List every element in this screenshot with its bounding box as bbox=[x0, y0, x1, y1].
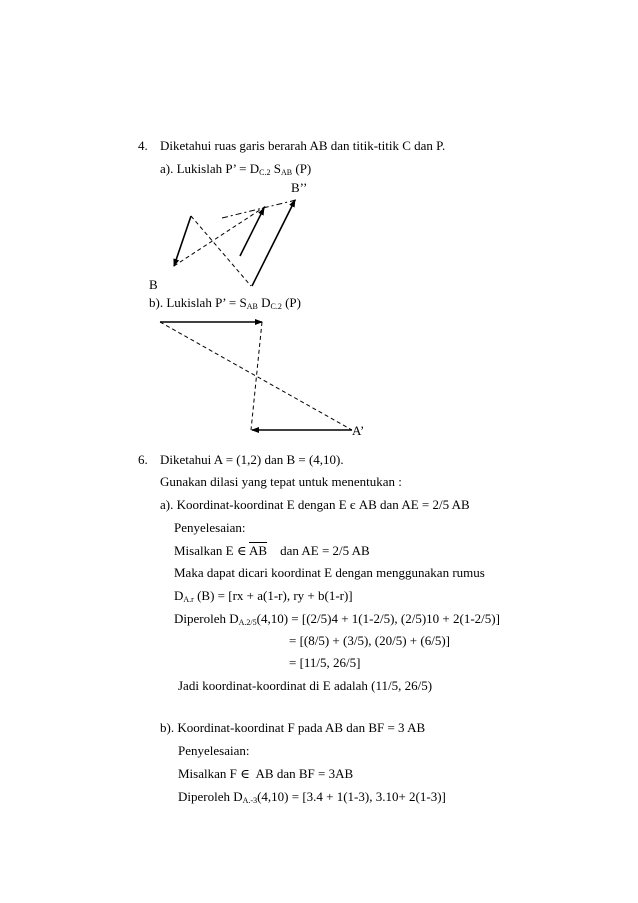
vector-b2 bbox=[252, 200, 295, 286]
q6b-suppose: Misalkan F ∈ AB dan BF = 3AB bbox=[178, 766, 354, 781]
label-a-prime: A’ bbox=[352, 423, 365, 438]
diagram-a bbox=[174, 200, 296, 286]
q6b-solution-label: Penyelesaian: bbox=[178, 743, 250, 758]
q4-number: 4. bbox=[138, 138, 148, 153]
dashed-segment bbox=[174, 206, 266, 266]
q6a-solution-label: Penyelesaian: bbox=[174, 520, 246, 535]
q6b-question: b). Koordinat-koordinat F pada AB dan BF = 3 AB bbox=[160, 720, 426, 735]
dashed-segment bbox=[160, 322, 352, 430]
diagram-b bbox=[160, 322, 352, 430]
q6-statement: Diketahui A = (1,2) dan B = (4,10). bbox=[160, 452, 344, 467]
q6a-obtained: Diperoleh $D_{A.2/5}(4,10) = [(2/5)4 + 1(1-2/5)$, (2/5)10 + 2(1-2/5)] bbox=[174, 611, 500, 627]
q6a-formula: $D_{A.r}$ (B) = [rx + a(1-r), ry + b(1-r)] bbox=[174, 588, 353, 604]
label-b: B bbox=[149, 277, 158, 292]
q6a-step3: = [11/5, 26/5] bbox=[289, 655, 361, 670]
label-b-double-prime: B’’ bbox=[291, 180, 308, 195]
q6b-obtained: Diperoleh $D_{A.-3}(4,10) = [3.4 + 1(1-3)$, 3.10+ 2(1-3)] bbox=[178, 789, 446, 805]
q4-statement: Diketahui ruas garis berarah AB dan titik-titik C dan P. bbox=[160, 138, 446, 153]
vector-ab bbox=[174, 216, 191, 266]
q4-part-a: a). Lukislah P’ = $D_{C.2}$ $S_{AB}$ (P) bbox=[160, 161, 312, 177]
q6-instruction: Gunakan dilasi yang tepat untuk menentukan : bbox=[160, 474, 402, 489]
q6a-conclusion: Jadi koordinat-koordinat di E adalah (11/5, 26/5) bbox=[178, 678, 433, 693]
q6a-formula-intro: Maka dapat dicari koordinat E dengan menggunakan rumus bbox=[174, 565, 485, 580]
q6a-suppose: Misalkan E ∈ $\overline{AB}$ dan AE = 2/5 AB bbox=[174, 543, 370, 558]
q4-part-b: b). Lukislah P’ = $S_{AB}$ $D_{C.2}$ (P) bbox=[149, 295, 301, 311]
q6a-step2: = [(8/5) + (3/5), (20/5) + (6/5)] bbox=[289, 633, 450, 648]
q6a-question: a). Koordinat-koordinat E dengan E є AB dan AE = 2/5 AB bbox=[160, 497, 470, 512]
dashed-segment bbox=[251, 322, 262, 430]
dashed-segment bbox=[222, 200, 296, 218]
q6-number: 6. bbox=[138, 452, 148, 467]
